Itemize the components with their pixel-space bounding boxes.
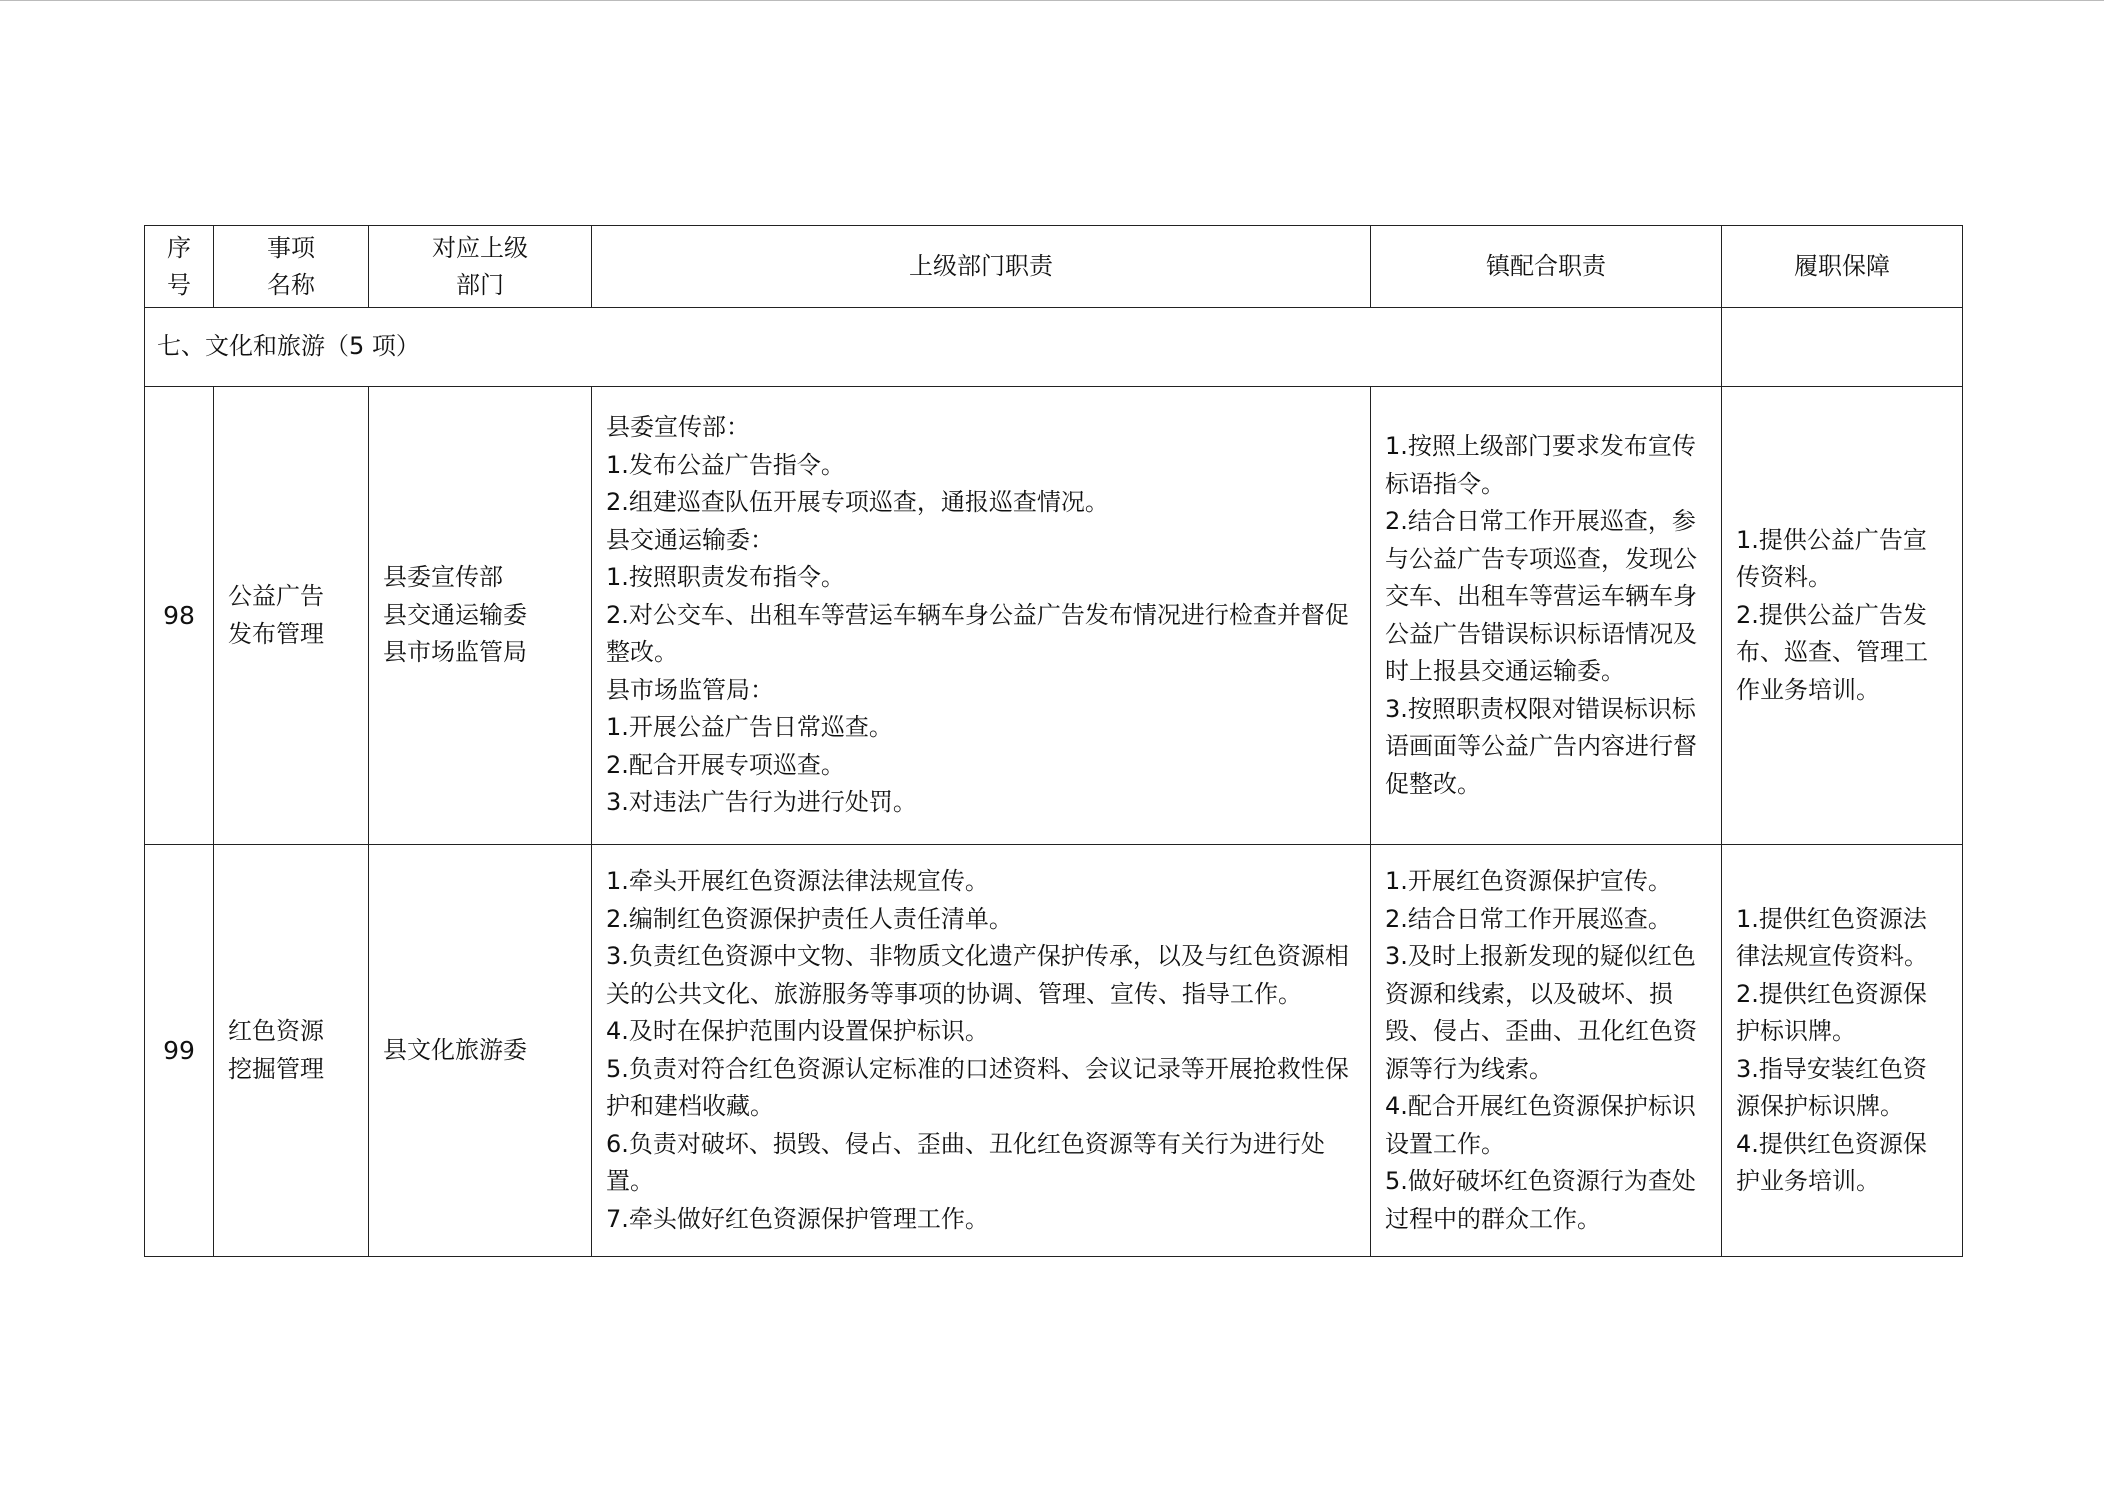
superior-responsibilities — [592, 845, 1371, 1257]
header-town: 镇配合职责 — [1371, 226, 1722, 308]
section-empty-cell — [1722, 308, 1963, 387]
guarantee-line: 4.提供红色资源保护业务培训。 — [1736, 1129, 1927, 1195]
town-line: 2.结合日常工作开展巡查，参与公益广告专项巡查，发现公交车、出租车等营运车辆车身公益广告错误标识标语情况及时上报县交通运输委。 — [1385, 507, 1697, 685]
table-row — [145, 387, 1963, 845]
resp-line: 2.编制红色资源保护责任人责任清单。 — [606, 904, 1013, 933]
town-line: 1.按照上级部门要求发布宣传标语指令。 — [1385, 432, 1696, 498]
resp-line: 2.配合开展专项巡查。 — [606, 750, 845, 779]
header-item-line: 名称 — [267, 270, 315, 299]
duty-guarantee — [1722, 387, 1963, 845]
header-seq-line: 号 — [167, 270, 191, 299]
resp-line: 县委宣传部： — [606, 413, 750, 442]
superior-dept — [369, 845, 592, 1257]
header-dept-line: 对应上级 — [432, 233, 528, 262]
guarantee-line: 2.提供公益广告发布、巡查、管理工作业务培训。 — [1736, 600, 1928, 704]
guarantee-line: 3.指导安装红色资源保护标识牌。 — [1736, 1054, 1927, 1120]
town-line: 5.做好破坏红色资源行为查处过程中的群众工作。 — [1385, 1167, 1696, 1233]
dept-line: 县市场监管局 — [383, 638, 527, 667]
resp-line: 3.负责红色资源中文物、非物质文化遗产保护传承，以及与红色资源相关的公共文化、旅游服务等事项的协调、管理、宣传、指导工作。 — [606, 942, 1349, 1008]
resp-line: 1.发布公益广告指令。 — [606, 450, 845, 479]
item-name-line: 红色资源 — [228, 1017, 324, 1045]
dept-line: 县交通运输委 — [383, 600, 527, 629]
guarantee-line: 1.提供红色资源法律法规宣传资料。 — [1736, 904, 1928, 970]
resp-line: 县交通运输委： — [606, 525, 774, 554]
resp-line: 2.对公交车、出租车等营运车辆车身公益广告发布情况进行检查并督促整改。 — [606, 600, 1349, 667]
resp-line: 7.牵头做好红色资源保护管理工作。 — [606, 1204, 989, 1233]
page-top-edge — [0, 0, 2104, 1]
item-name — [214, 387, 369, 845]
town-line: 2.结合日常工作开展巡查。 — [1385, 904, 1672, 933]
superior-dept — [369, 387, 592, 845]
duty-table — [144, 225, 1963, 1257]
row-number: 99 — [145, 845, 214, 1257]
header-seq-line: 序 — [167, 233, 191, 262]
header-item — [214, 226, 369, 308]
resp-line: 2.组建巡查队伍开展专项巡查，通报巡查情况。 — [606, 488, 1109, 517]
resp-line: 3.对违法广告行为进行处罚。 — [606, 788, 917, 817]
row-number: 98 — [145, 387, 214, 845]
table-row — [145, 845, 1963, 1257]
item-name — [214, 845, 369, 1257]
guarantee-line: 1.提供公益广告宣传资料。 — [1736, 525, 1927, 592]
resp-line: 县市场监管局： — [606, 675, 774, 704]
header-seq — [145, 226, 214, 308]
resp-line: 1.牵头开展红色资源法律法规宣传。 — [606, 867, 989, 895]
resp-line: 1.开展公益广告日常巡查。 — [606, 713, 893, 742]
header-row — [145, 226, 1963, 308]
header-dept — [369, 226, 592, 308]
town-line: 3.及时上报新发现的疑似红色资源和线索，以及破坏、损毁、侵占、歪曲、丑化红色资源等行为线索。 — [1385, 942, 1697, 1083]
header-superior: 上级部门职责 — [592, 226, 1371, 308]
item-name-line: 发布管理 — [228, 619, 324, 648]
item-name-line: 公益广告 — [228, 582, 324, 610]
resp-line: 1.按照职责发布指令。 — [606, 563, 845, 592]
town-responsibilities — [1371, 387, 1722, 845]
dept-line: 县文化旅游委 — [383, 1035, 527, 1064]
town-line: 1.开展红色资源保护宣传。 — [1385, 867, 1672, 895]
guarantee-line: 2.提供红色资源保护标识牌。 — [1736, 979, 1927, 1045]
header-dept-line: 部门 — [456, 270, 504, 299]
resp-line: 5.负责对符合红色资源认定标准的口述资料、会议记录等开展抢救性保护和建档收藏。 — [606, 1054, 1349, 1120]
section-row — [145, 308, 1963, 387]
section-title: 七、文化和旅游（5 项） — [145, 308, 1722, 387]
town-responsibilities — [1371, 845, 1722, 1257]
item-name-line: 挖掘管理 — [228, 1054, 324, 1083]
resp-line: 4.及时在保护范围内设置保护标识。 — [606, 1017, 989, 1045]
duty-guarantee — [1722, 845, 1963, 1257]
town-line: 4.配合开展红色资源保护标识设置工作。 — [1385, 1092, 1696, 1158]
header-item-line: 事项 — [267, 233, 315, 262]
dept-line: 县委宣传部 — [383, 563, 503, 592]
superior-responsibilities — [592, 387, 1371, 845]
header-guarantee: 履职保障 — [1722, 226, 1963, 308]
town-line: 3.按照职责权限对错误标识标语画面等公益广告内容进行督促整改。 — [1385, 694, 1697, 798]
resp-line: 6.负责对破坏、损毁、侵占、歪曲、丑化红色资源等有关行为进行处置。 — [606, 1129, 1325, 1195]
